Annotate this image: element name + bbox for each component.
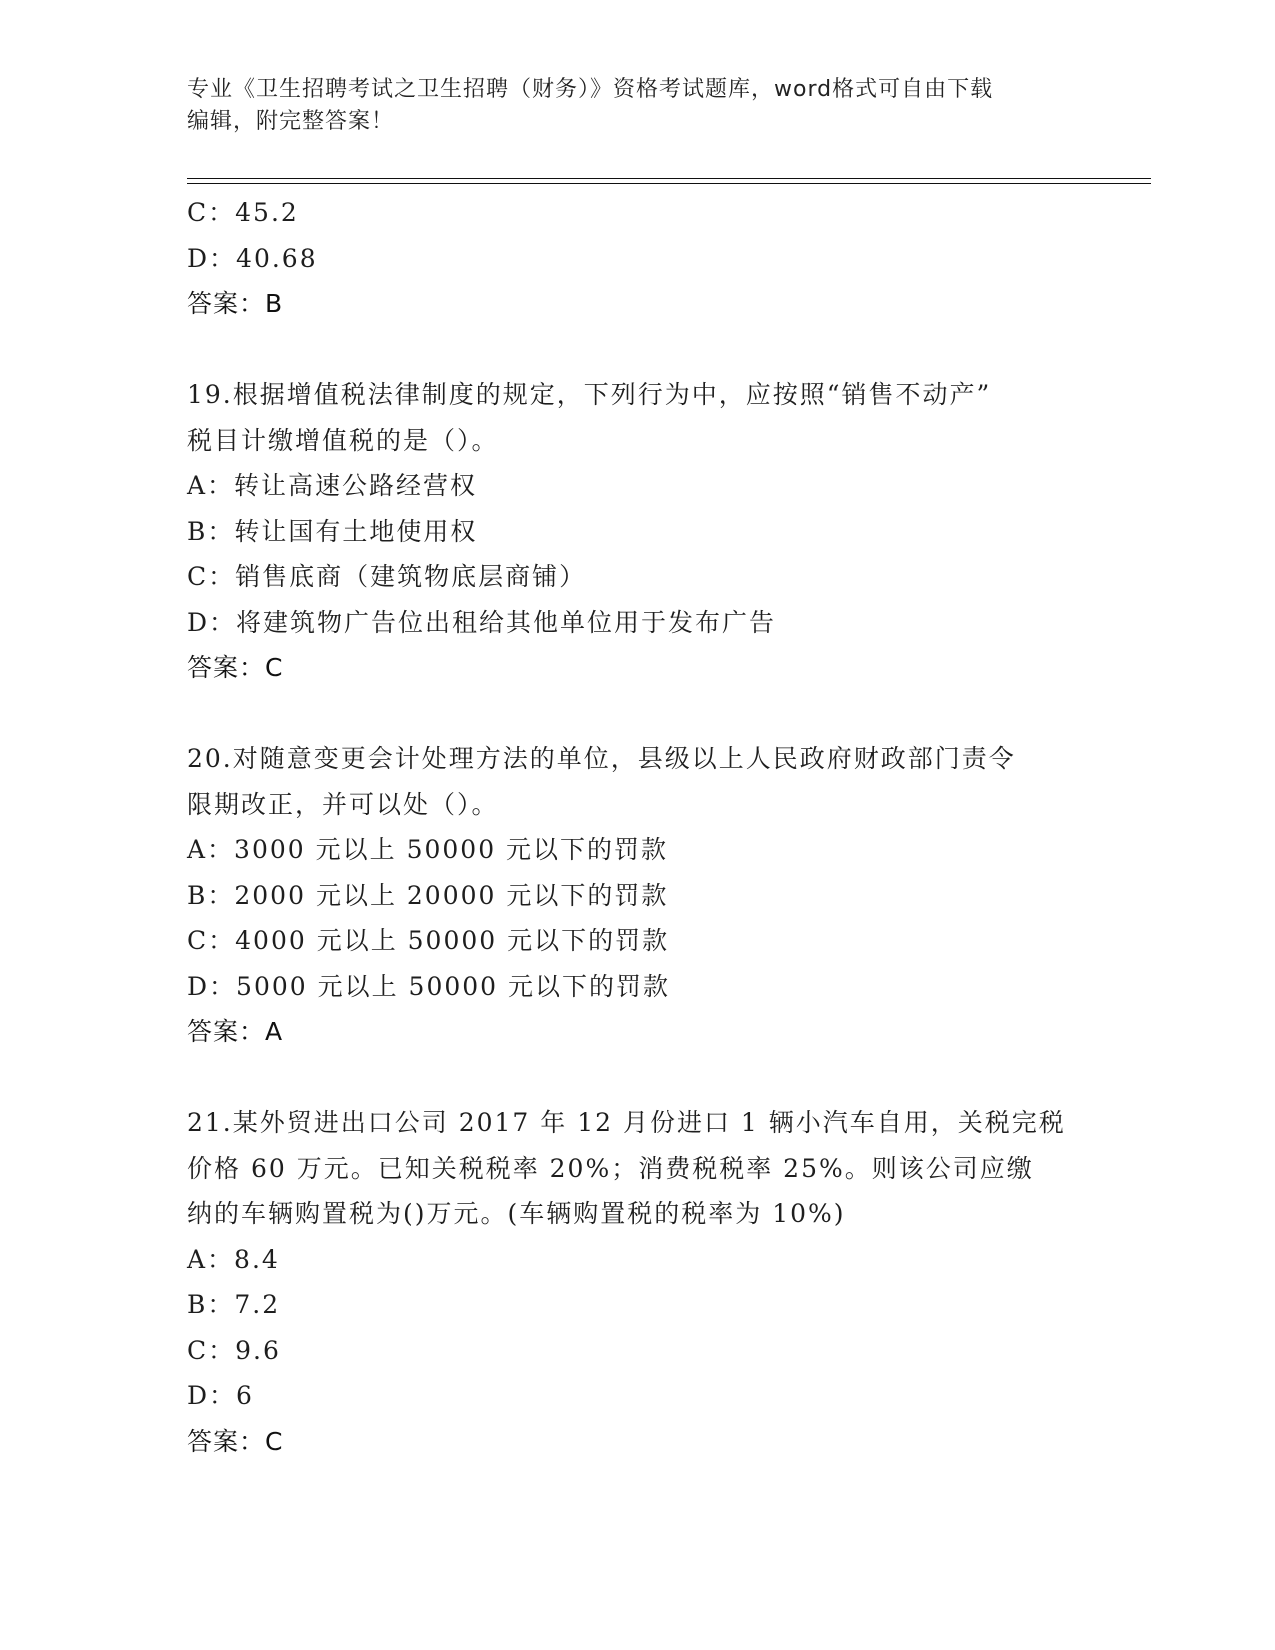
question-list: [187, 190, 1087, 1464]
question-spacer: [187, 327, 1087, 373]
option-d: D：40.68: [187, 243, 318, 273]
option-d: D：6: [187, 1381, 254, 1410]
answer-line: 答案：A: [187, 1017, 284, 1046]
option-c: C：4000 元以上 50000 元以下的罚款: [187, 926, 670, 955]
question-stem: 纳的车辆购置税为()万元。(车辆购置税的税率为 10%): [187, 1199, 846, 1228]
question-stem: 20.对随意变更会计处理方法的单位，县级以上人民政府财政部门责令: [187, 744, 1016, 773]
option-b: B：转让国有土地使用权: [187, 516, 478, 546]
question-21: [187, 1100, 1087, 1464]
question-spacer: [187, 1055, 1087, 1101]
question-stem: 税目计缴增值税的是（）。: [187, 425, 499, 455]
question-stem: 限期改正，并可以处（）。: [187, 789, 499, 819]
question-stem: 21.某外贸进出口公司 2017 年 12 月份进口 1 辆小汽车自用，关税完税: [187, 1108, 1066, 1137]
answer-line: 答案：B: [187, 289, 284, 318]
header-rule-bottom: [187, 183, 1151, 184]
answer-line: 答案：C: [187, 653, 284, 682]
option-c: C：9.6: [187, 1335, 281, 1365]
question-19: [187, 372, 1087, 691]
option-b: B：2000 元以上 20000 元以下的罚款: [187, 880, 669, 910]
question-stem: 19.根据增值税法律制度的规定，下列行为中，应按照“销售不动产”: [187, 380, 992, 409]
option-a: A：8.4: [187, 1244, 280, 1274]
header-line-2: 编辑，附完整答案！: [187, 109, 395, 134]
option-c: C：销售底商（建筑物底层商铺）: [187, 562, 587, 591]
question-stem: 价格 60 万元。已知关税税率 20%；消费税税率 25%。则该公司应缴: [187, 1153, 1034, 1183]
question-spacer: [187, 691, 1087, 737]
question-18-tail: [187, 190, 1087, 327]
answer-line: 答案：C: [187, 1426, 284, 1456]
document-header: [187, 74, 1067, 138]
header-line-1: 专业《卫生招聘考试之卫生招聘（财务）》资格考试题库，word格式可自由下载: [187, 77, 994, 102]
header-rule-top: [187, 178, 1151, 179]
option-c: C：45.2: [187, 198, 299, 227]
option-b: B：7.2: [187, 1290, 281, 1319]
option-a: A：转让高速公路经营权: [187, 471, 478, 500]
question-20: [187, 736, 1087, 1055]
option-d: D：将建筑物广告位出租给其他单位用于发布广告: [187, 607, 777, 637]
option-a: A：3000 元以上 50000 元以下的罚款: [187, 835, 669, 864]
option-d: D：5000 元以上 50000 元以下的罚款: [187, 971, 671, 1001]
